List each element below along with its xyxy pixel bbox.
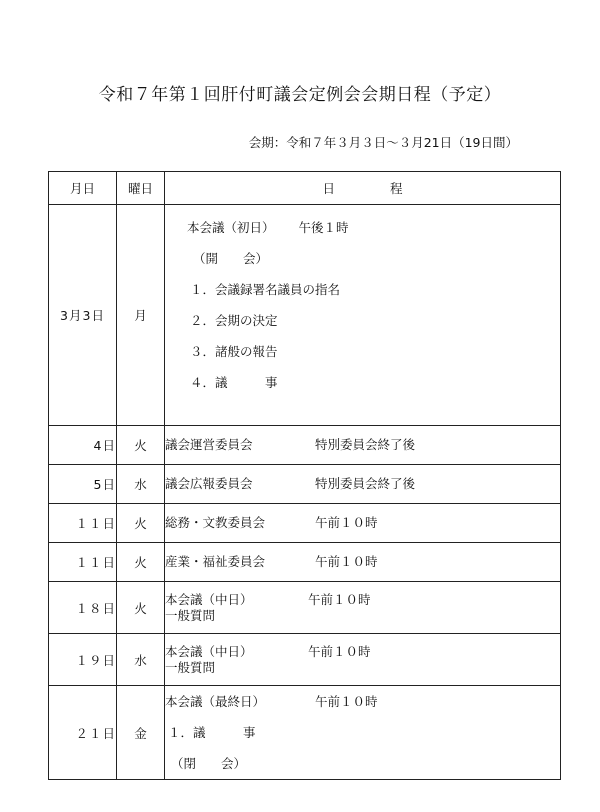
meeting-subline: 一般質問	[165, 607, 216, 623]
row-day: 火	[117, 543, 165, 582]
meeting-name: 本会議（中日）	[165, 591, 253, 607]
meeting-line	[165, 644, 560, 660]
meeting-line	[165, 437, 560, 453]
meeting-subline: 一般質問	[165, 659, 216, 675]
row-schedule	[165, 634, 561, 686]
meeting-line	[187, 212, 560, 243]
agenda-item: １．会議録署名議員の指名	[190, 282, 341, 297]
table-row	[49, 504, 561, 543]
session-period: 会期：令和７年３月３日～３月21日（19日間）	[248, 135, 518, 150]
row-day: 水	[117, 634, 165, 686]
header-date: 月日	[49, 172, 117, 205]
agenda-item: ３．諸般の報告	[190, 344, 278, 359]
meeting-line	[165, 592, 560, 608]
row-day: 火	[117, 426, 165, 465]
meeting-name: 本会議（最終日）	[165, 694, 266, 709]
row-day: 水	[117, 465, 165, 504]
row-schedule	[165, 543, 561, 582]
row-schedule	[165, 686, 561, 780]
row-date: １９日	[49, 634, 117, 686]
agenda-item: ４．議 事	[190, 375, 278, 390]
row-date: １１日	[49, 504, 117, 543]
table-row	[49, 686, 561, 780]
meeting-name: 議会運営委員会	[165, 437, 253, 452]
row-date: 3月3日	[49, 205, 117, 426]
meeting-line	[165, 554, 560, 570]
agenda-item: ２．会期の決定	[190, 313, 278, 328]
schedule-table	[48, 171, 561, 780]
row-day: 金	[117, 686, 165, 780]
row-schedule	[165, 426, 561, 465]
header-schedule: 日程	[165, 172, 561, 205]
meeting-line	[165, 515, 560, 531]
meeting-time: 特別委員会終了後	[315, 476, 416, 491]
opening-label: （開 会）	[193, 251, 269, 266]
table-row	[49, 426, 561, 465]
document-title: 令和７年第１回肝付町議会定例会会期日程（予定）	[98, 85, 502, 105]
meeting-name: 総務・文教委員会	[165, 515, 266, 530]
meeting-time: 特別委員会終了後	[315, 437, 416, 452]
table-row	[49, 465, 561, 504]
header-day: 曜日	[117, 172, 165, 205]
row-day: 月	[117, 205, 165, 426]
table-row	[49, 582, 561, 634]
row-schedule	[165, 582, 561, 634]
agenda-item: １．議 事	[168, 725, 256, 740]
table-row	[49, 543, 561, 582]
meeting-name: 本会議（中日）	[165, 643, 253, 659]
row-date: 5日	[49, 465, 117, 504]
meeting-time: 午前１０時	[308, 643, 371, 659]
table-row	[49, 205, 561, 426]
meeting-time: 午前１０時	[315, 515, 378, 530]
row-day: 火	[117, 582, 165, 634]
meeting-name: 本会議（初日）	[187, 220, 275, 235]
table-header-row	[49, 172, 561, 205]
row-date: １１日	[49, 543, 117, 582]
row-date: 4日	[49, 426, 117, 465]
row-day: 火	[117, 504, 165, 543]
meeting-name: 産業・福祉委員会	[165, 554, 266, 569]
row-date: ２１日	[49, 686, 117, 780]
row-date: １８日	[49, 582, 117, 634]
row-schedule	[165, 205, 561, 426]
row-schedule	[165, 504, 561, 543]
meeting-line	[165, 686, 560, 717]
table-row	[49, 634, 561, 686]
meeting-time: 午前１０時	[315, 554, 378, 569]
meeting-line	[165, 476, 560, 492]
closing-label: （閉 会）	[171, 756, 247, 771]
meeting-time: 午後１時	[298, 220, 349, 235]
meeting-name: 議会広報委員会	[165, 476, 253, 491]
meeting-time: 午前１０時	[308, 591, 371, 607]
meeting-time: 午前１０時	[315, 694, 378, 709]
row-schedule	[165, 465, 561, 504]
